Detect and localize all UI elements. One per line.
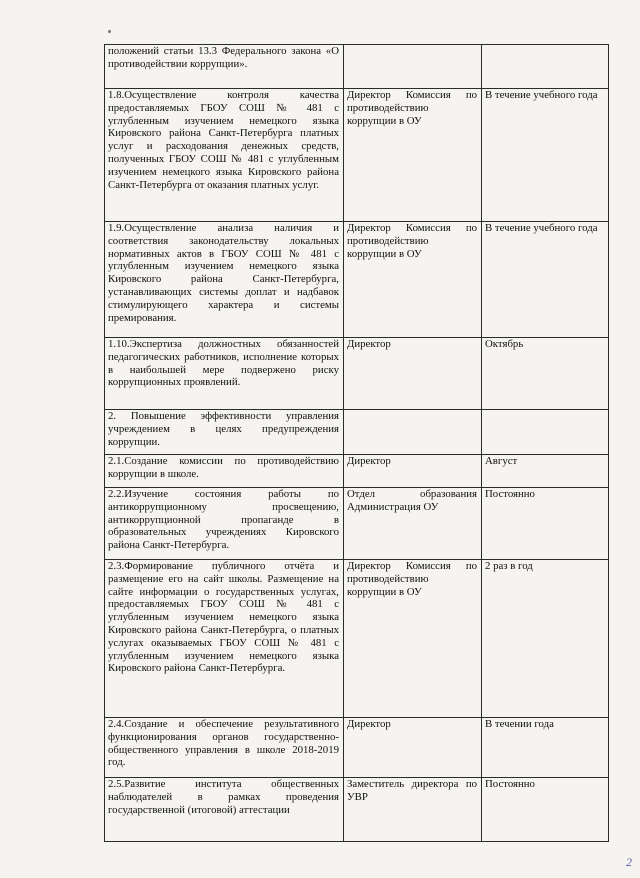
term-cell: Август xyxy=(482,455,609,488)
measure-cell: 2.5.Развитие института общественных наблюдателей в рамках проведения государственной (итоговой) аттестации xyxy=(105,778,344,842)
measure-cell: 2.2.Изучение состояния работы по антикоррупционному просвещению, антикоррупционной пропаганде в образовательных учреждениях Кировского района Санкт-Петербурга. xyxy=(105,488,344,560)
scan-artifact xyxy=(108,30,111,33)
responsible-cell: Директор Комиссия по противодействию коррупции в ОУ xyxy=(344,560,482,718)
term-cell: В течение учебного года xyxy=(482,89,609,222)
table-row xyxy=(105,488,609,560)
responsible-cell xyxy=(344,410,482,455)
measure-cell: 2.1.Создание комиссии по противодействию коррупции в школе. xyxy=(105,455,344,488)
term-cell xyxy=(482,410,609,455)
measure-cell: 1.10.Экспертиза должностных обязанностей педагогических работников, исполнение которых в наибольшей мере подвержено риску коррупционных проявлений. xyxy=(105,338,344,410)
measure-cell: 1.8.Осуществление контроля качества предоставляемых ГБОУ СОШ № 481 с углубленным изучением немецкого языка Кировского района Санкт-Петербурга платных услуг и расходования денежных средств, полученных ГБОУ СОШ № 481 с углубленным изучением немецкого языка Кировского района Санкт-Петербурга от оказания платных услуг. xyxy=(105,89,344,222)
measure-cell: 1.9.Осуществление анализа наличия и соответствия законодательству локальных нормативных актов в ГБОУ СОШ № 481 с углубленным изучением немецкого языка Кировского района Санкт-Петербурга, устанавливающих системы доплат и надбавок стимулирующего характера и системы премирования. xyxy=(105,222,344,338)
responsible-cell xyxy=(344,45,482,89)
term-cell: 2 раз в год xyxy=(482,560,609,718)
term-cell: В течении года xyxy=(482,718,609,778)
responsible-cell: Директор xyxy=(344,338,482,410)
anti-corruption-plan-table xyxy=(104,44,609,842)
measure-cell: положений статьи 13.3 Федерального закона «О противодействии коррупции». xyxy=(105,45,344,89)
responsible-cell: Директор Комиссия по противодействию коррупции в ОУ xyxy=(344,222,482,338)
responsible-cell: Директор xyxy=(344,455,482,488)
responsible-cell: Отдел образования Администрация ОУ xyxy=(344,488,482,560)
measure-cell: 2.4.Создание и обеспечение результативного функционирования органов государственно-общественного управления в школе 2018-2019 год. xyxy=(105,718,344,778)
table-row xyxy=(105,718,609,778)
term-cell: Октябрь xyxy=(482,338,609,410)
term-cell xyxy=(482,45,609,89)
term-cell: Постоянно xyxy=(482,778,609,842)
table-row xyxy=(105,89,609,222)
table-row xyxy=(105,455,609,488)
table-row xyxy=(105,222,609,338)
table-row xyxy=(105,778,609,842)
table-row xyxy=(105,45,609,89)
term-cell: В течение учебного года xyxy=(482,222,609,338)
table-row xyxy=(105,410,609,455)
responsible-cell: Директор xyxy=(344,718,482,778)
responsible-cell: Директор Комиссия по противодействию коррупции в ОУ xyxy=(344,89,482,222)
table-row xyxy=(105,560,609,718)
section-heading-cell: 2. Повышение эффективности управления учреждением в целях предупреждения коррупции. xyxy=(105,410,344,455)
table-row xyxy=(105,338,609,410)
measure-cell: 2.3.Формирование публичного отчёта и размещение его на сайт школы. Размещение на сайте информации о государственных услугах, предоставляемых ГБОУ СОШ № 481 с углубленным изучением немецкого языка Кировского района Санкт-Петербурга, о платных услугах оказываемых ГБОУ СОШ № 481 с углубленным изучением немецкого языка Кировского района Санкт-Петербурга. xyxy=(105,560,344,718)
term-cell: Постоянно xyxy=(482,488,609,560)
responsible-cell: Заместитель директора по УВР xyxy=(344,778,482,842)
page-number: 2 xyxy=(626,855,632,869)
